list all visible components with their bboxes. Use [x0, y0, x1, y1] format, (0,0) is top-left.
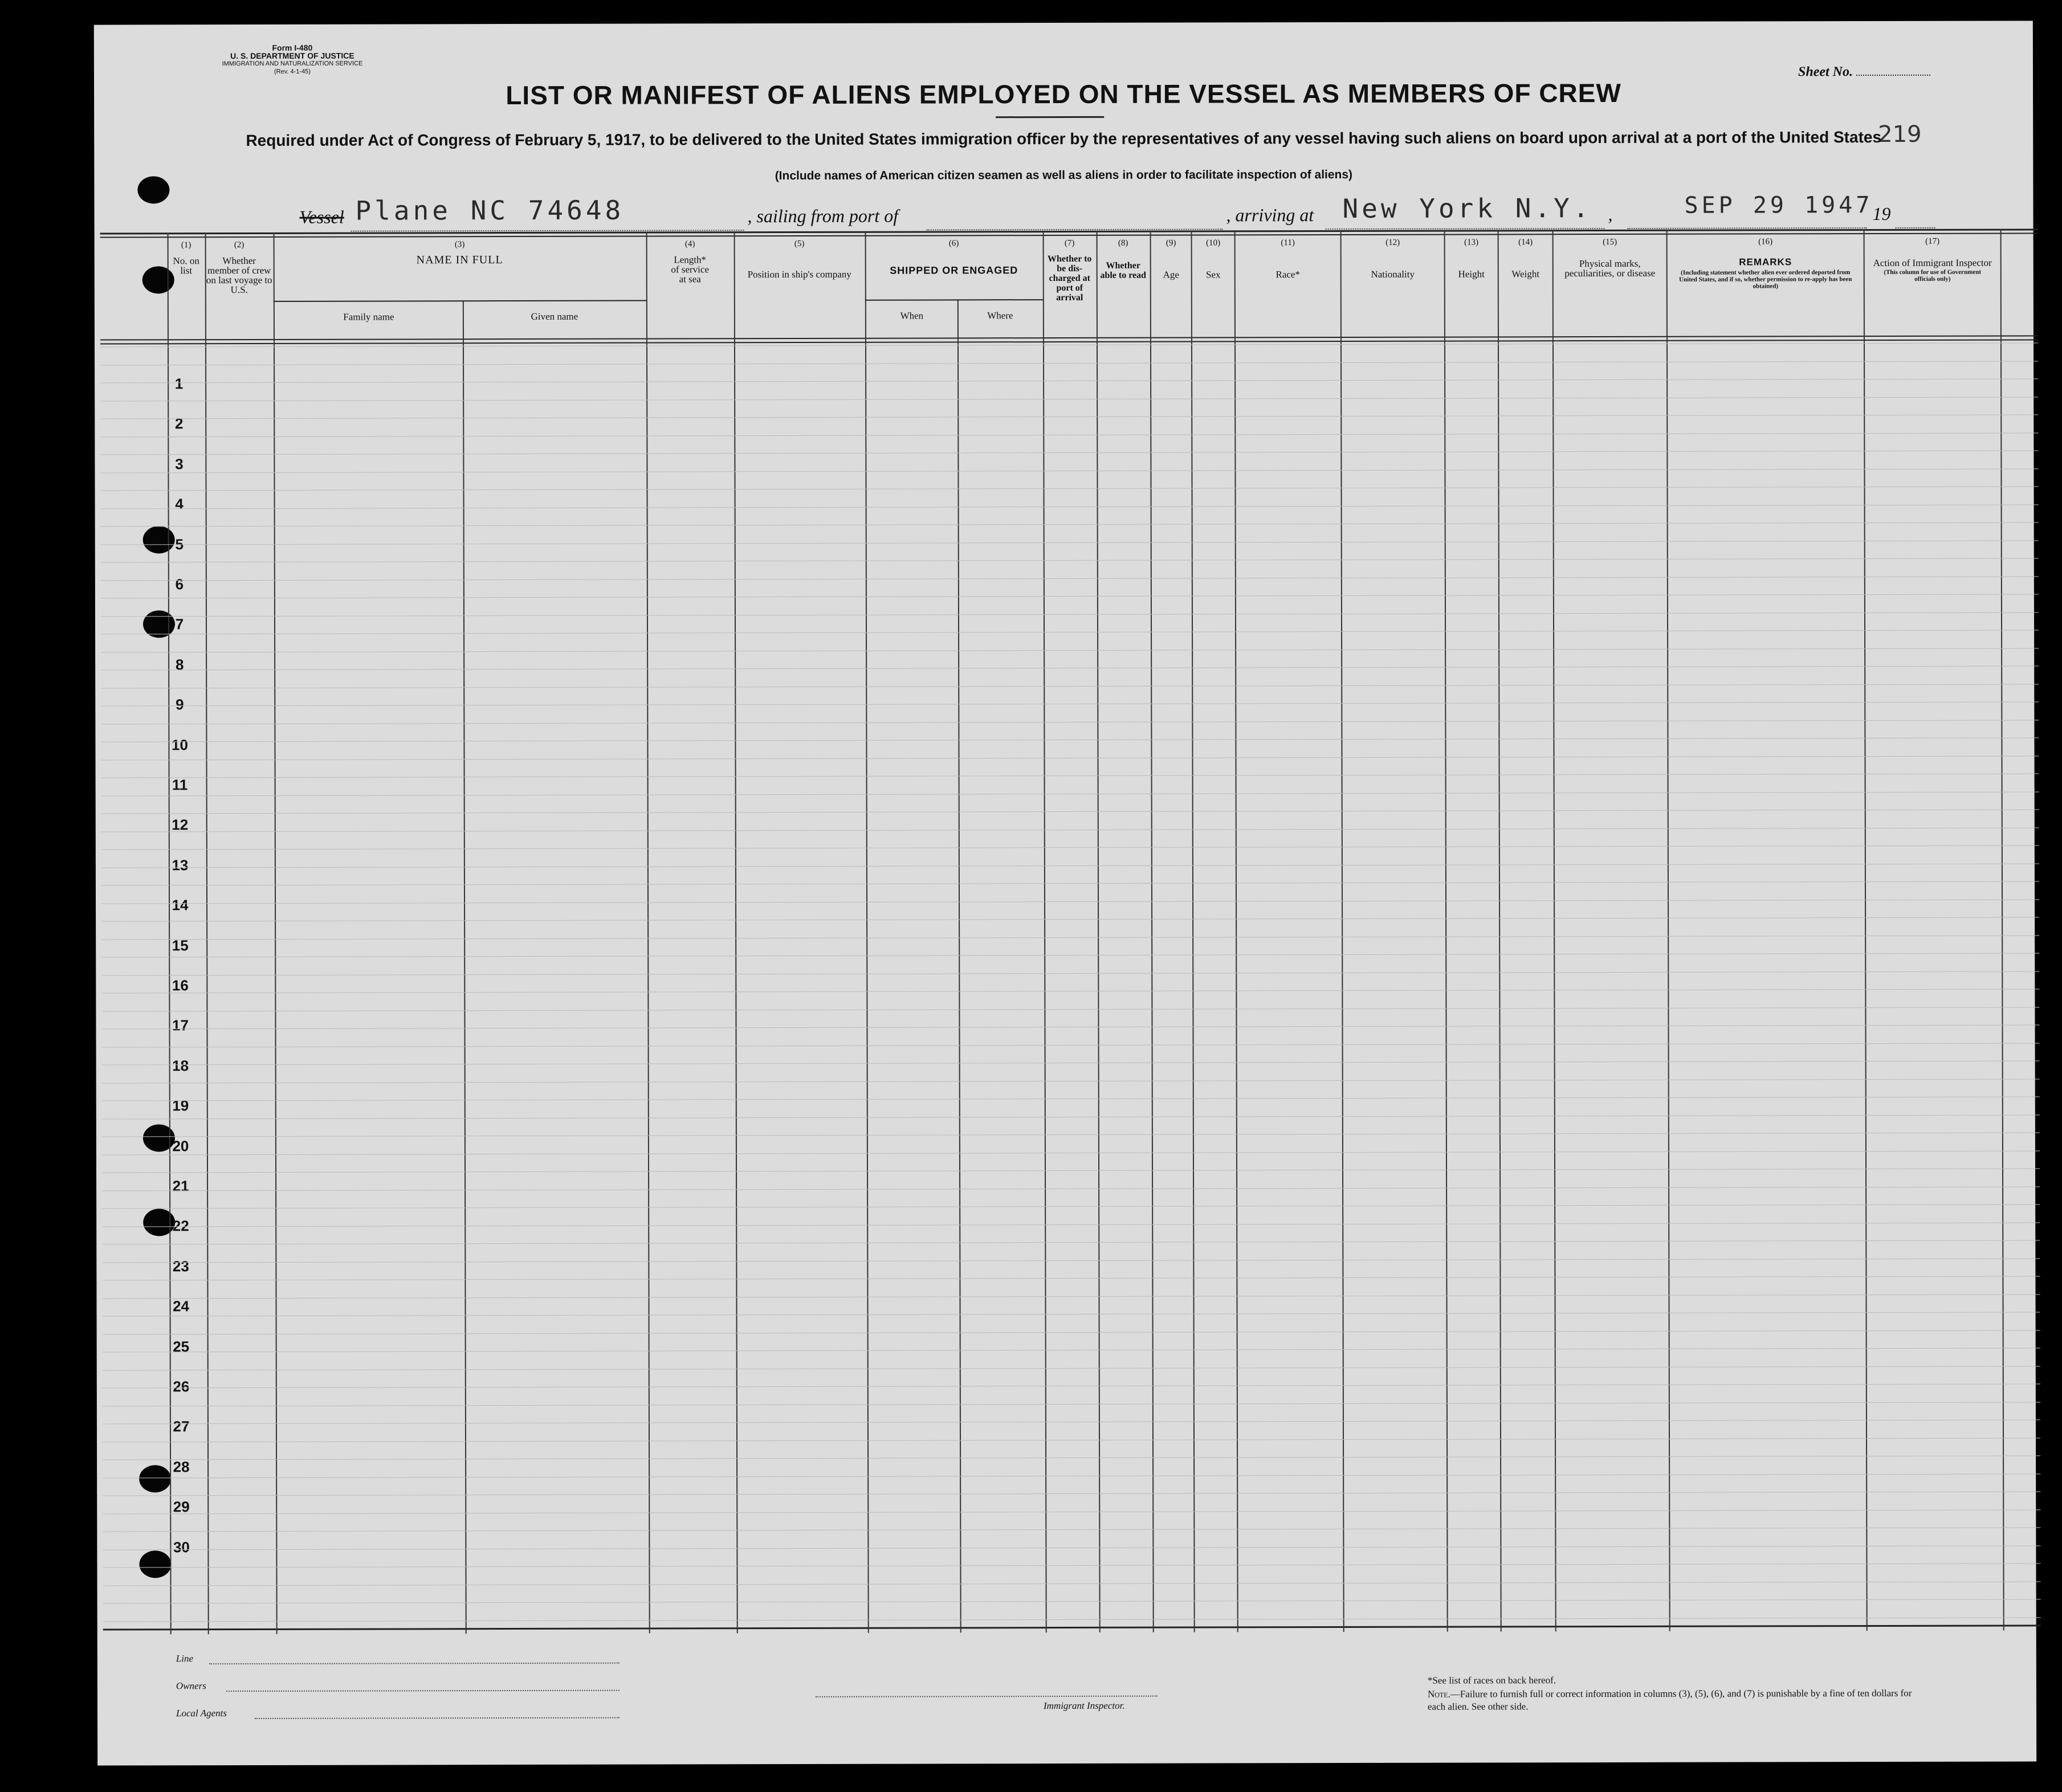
column-header-13: (13) Height [1458, 238, 1485, 280]
column-header-5: (5) Position in ship's company [747, 239, 851, 280]
requirement-text: Required under Act of Congress of February 5, 1917, to be delivered to the United States immigration officer by the representatives of any vessel having such aliens on board upon arrival at a port of the United States [246, 128, 1882, 150]
row-number: 19 [172, 1097, 189, 1115]
row-number: 16 [172, 977, 189, 994]
row-number: 4 [175, 495, 184, 513]
table-bottom-border [103, 1624, 2041, 1630]
row-number: 15 [172, 936, 189, 954]
handwritten-sheet-number: 219 [1878, 121, 1922, 148]
sheet-label: Sheet No. [1798, 64, 1853, 80]
given-name-header: Given name [531, 311, 578, 322]
ruled-line [101, 1007, 2039, 1011]
ruled-line [101, 684, 2039, 688]
row-number: 2 [175, 415, 184, 432]
ruled-line [100, 378, 2038, 383]
owners-label: Owners [176, 1680, 206, 1692]
ruled-line [101, 791, 2039, 796]
ruled-line [102, 1240, 2040, 1244]
row-number: 24 [173, 1297, 189, 1315]
row-number: 23 [172, 1258, 189, 1275]
row-number: 28 [173, 1458, 190, 1476]
ruled-line [103, 1438, 2040, 1442]
ruled-line [101, 504, 2039, 509]
ruled-line [100, 414, 2038, 419]
row-number: 12 [172, 816, 189, 834]
ruled-line [101, 612, 2039, 617]
row-number: 30 [173, 1538, 190, 1556]
ruled-line [103, 1366, 2040, 1370]
ruled-line [101, 576, 2039, 581]
ruled-line [100, 397, 2038, 401]
ruled-line [102, 1132, 2040, 1137]
line-label: Line [176, 1653, 194, 1664]
row-number: 20 [172, 1137, 189, 1154]
col-divider [957, 299, 961, 1632]
ruled-line [100, 468, 2038, 473]
ruled-line [102, 1115, 2040, 1119]
ruled-line [103, 1509, 2040, 1514]
ruled-line [103, 1581, 2041, 1586]
column-header-4: (4) Length* of service at sea [671, 239, 710, 285]
column-header-16: (16) REMARKS (Including statement whether alien ever ordered deported from United States, and if so, whether permission to re-apply has been obtained) [1679, 237, 1852, 290]
where-header: Where [987, 310, 1013, 321]
form-revision: (Rev. 4-1-45) [274, 68, 311, 75]
vessel-name-value[interactable]: Plane NC 74648 [355, 194, 625, 226]
row-number: 17 [172, 1017, 189, 1034]
local-agents-label: Local Agents [176, 1708, 227, 1719]
ruled-line [103, 1491, 2040, 1496]
ruled-line [103, 1545, 2040, 1550]
ruled-line [101, 917, 2039, 921]
ruled-line [101, 594, 2039, 598]
ruled-line [101, 989, 2039, 993]
when-header: When [900, 310, 924, 321]
ruled-line [102, 1150, 2040, 1155]
arriving-label: , arriving at [1226, 205, 1314, 226]
row-number: 11 [172, 776, 188, 794]
ruled-line [102, 1060, 2040, 1065]
column-header-3: (3) NAME IN FULL [416, 240, 503, 267]
column-header-14: (14) Weight [1511, 238, 1540, 280]
ruled-line [101, 809, 2039, 814]
ruled-line [103, 1599, 2041, 1603]
ruled-line [101, 648, 2039, 652]
manifest-sheet [94, 21, 2036, 1765]
row-number: 3 [175, 455, 184, 473]
ruled-line [102, 1276, 2040, 1280]
ruled-line [101, 756, 2039, 760]
row-number: 6 [175, 575, 184, 593]
row-number: 5 [175, 535, 184, 553]
row-number: 27 [173, 1418, 190, 1435]
column-header-10: (10) Sex [1205, 238, 1221, 280]
year-label: 19 [1872, 203, 1891, 224]
ruled-line [103, 1402, 2040, 1406]
comma-separator: , [1608, 203, 1613, 225]
row-number: 18 [172, 1057, 189, 1075]
year-line [1896, 227, 1935, 228]
column-header-8: (8) Whether able to read [1100, 238, 1147, 280]
ruled-line [103, 1617, 2041, 1622]
row-number: 21 [172, 1177, 189, 1195]
ruled-line [100, 361, 2038, 365]
row-number: 7 [175, 615, 184, 633]
ruled-line [101, 486, 2039, 491]
column-header-15: (15) Physical marks, peculiarities, or disease [1564, 237, 1656, 279]
races-note: *See list of races on back hereof. [1427, 1675, 1556, 1686]
ruled-line [100, 432, 2038, 437]
form-number: Form I-480 [272, 43, 313, 52]
ruled-line [101, 935, 2039, 940]
column-header-17: (17) Action of Immigrant Inspector (This column for use of Government officials only) [1873, 236, 1992, 283]
row-number: 14 [172, 896, 189, 914]
inspector-signature-field[interactable] [816, 1696, 1158, 1697]
column-header-6: (6) SHIPPED OR ENGAGED [890, 239, 1018, 276]
column-header-1: (1) No. on list [173, 240, 199, 276]
ruled-line [101, 558, 2039, 562]
column-header-7: (7) Whether to be dis-charged at port of arrival [1047, 238, 1092, 303]
ruled-line [101, 701, 2039, 706]
ruled-line [102, 1222, 2040, 1227]
ruled-line [103, 1330, 2040, 1334]
column-header-12: (12) Nationality [1371, 238, 1415, 280]
ruled-line [101, 1024, 2039, 1029]
ruled-line [102, 1186, 2040, 1191]
ruled-line [103, 1473, 2040, 1478]
manifest-table [100, 228, 2041, 1634]
ruled-line [102, 1096, 2040, 1101]
ruled-line [102, 1079, 2040, 1083]
immigrant-inspector-label: Immigrant Inspector. [1043, 1700, 1125, 1712]
ruled-line [101, 540, 2039, 545]
row-number: 9 [176, 696, 184, 713]
ruled-line [102, 1204, 2040, 1209]
ruled-line [101, 953, 2039, 957]
ruled-line [103, 1455, 2040, 1460]
row-number: 25 [173, 1337, 190, 1355]
row-number: 22 [172, 1217, 189, 1235]
local-agents-field[interactable] [255, 1717, 620, 1719]
arrival-date-value[interactable]: SEP 29 1947 [1684, 192, 1873, 219]
ruled-line [103, 1419, 2040, 1424]
ruled-line [100, 450, 2038, 455]
ruled-line [101, 863, 2039, 868]
ruled-line [101, 522, 2039, 526]
ruled-line [101, 720, 2039, 724]
ruled-line [102, 1043, 2040, 1047]
title-divider [996, 116, 1104, 118]
owners-field[interactable] [226, 1690, 620, 1692]
ruled-line [102, 1258, 2040, 1263]
row-number: 8 [175, 656, 184, 673]
arrival-port-value[interactable]: New York N.Y. [1342, 193, 1592, 224]
row-number: 1 [174, 375, 184, 393]
row-number: 13 [172, 856, 189, 874]
vessel-label: Vessel [299, 206, 344, 227]
ruled-line [103, 1563, 2040, 1568]
column-header-2: (2) Whether member of crew on last voyage to U.S. [206, 240, 272, 296]
shipped-subheader-rule [865, 299, 1043, 301]
column-header-9: (9) Age [1163, 238, 1179, 280]
column-header-11: (11) Race* [1275, 238, 1300, 280]
ruled-line [103, 1312, 2040, 1316]
ruled-line [101, 773, 2039, 778]
family-name-header: Family name [343, 311, 394, 323]
sailing-label: , sailing from port of [747, 205, 899, 227]
line-field[interactable] [209, 1663, 620, 1665]
ruled-line [102, 1168, 2040, 1173]
ruled-line [101, 827, 2039, 832]
col-divider [463, 300, 467, 1634]
penalty-note: Note.—Failure to furnish full or correct information in columns (3), (5), (6), and (7) is punishable by a fine of ten dollars for each alien. See other side. [1427, 1687, 1912, 1712]
ruled-line [101, 666, 2039, 670]
ruled-line [101, 737, 2039, 742]
ruled-line [101, 845, 2039, 850]
sheet-number-field[interactable] [1856, 75, 1930, 76]
page-title: LIST OR MANIFEST OF ALIENS EMPLOYED ON THE VESSEL AS MEMBERS OF CREW [506, 77, 1621, 111]
row-number: 10 [171, 736, 188, 753]
ruled-line [102, 1294, 2040, 1299]
name-subheader-rule [274, 300, 646, 302]
ruled-line [101, 881, 2039, 885]
form-department: U. S. DEPARTMENT OF JUSTICE [230, 51, 354, 61]
ruled-line [101, 971, 2039, 975]
ruled-line [103, 1383, 2040, 1388]
form-service: IMMIGRATION AND NATURALIZATION SERVICE [222, 60, 363, 68]
form-identification [178, 43, 406, 76]
row-number: 29 [173, 1498, 190, 1516]
row-number: 26 [173, 1378, 190, 1395]
ruled-line [101, 630, 2039, 634]
ruled-line [103, 1527, 2040, 1532]
ruled-line [101, 899, 2039, 904]
ruled-line [103, 1348, 2040, 1352]
include-note: (Include names of American citizen seamen as well as aliens in order to facilitate inspection of aliens) [775, 168, 1353, 183]
